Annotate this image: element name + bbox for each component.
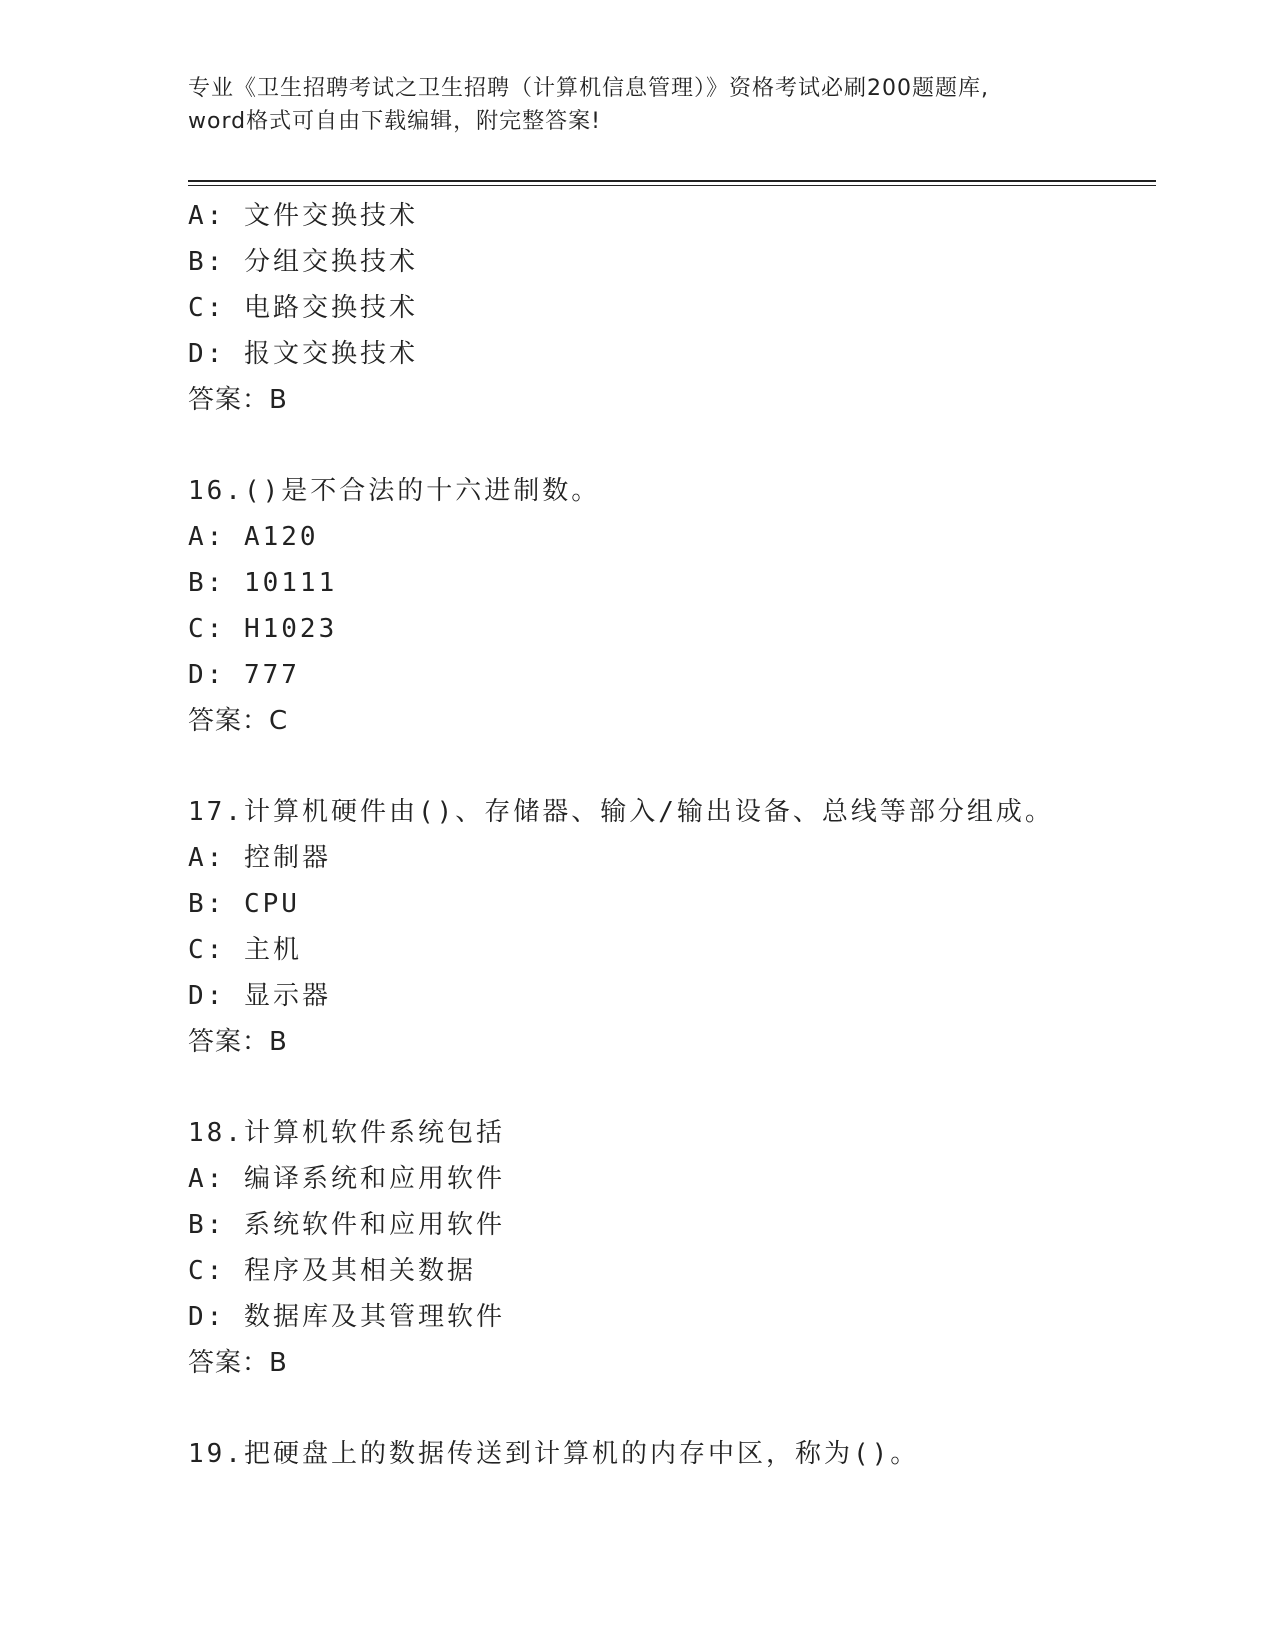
option-d: D: 显示器 [188,981,331,1011]
header-line-1: 专业《卫生招聘考试之卫生招聘（计算机信息管理）》资格考试必刷200题题库, [188,76,989,101]
option-d: D: 777 [188,660,300,690]
question-stem: 16.()是不合法的十六进制数。 [188,476,601,506]
question-stem: 19.把硬盘上的数据传送到计算机的内存中区，称为()。 [188,1439,920,1469]
answer: 答案：C [188,706,289,736]
header-divider-thin [188,185,1156,186]
option-d: D: 数据库及其管理软件 [188,1302,505,1332]
question-19 [188,1431,1156,1477]
option-d: D: 报文交换技术 [188,339,418,369]
question-15 [188,193,1156,423]
answer: 答案：B [188,1348,288,1378]
option-c: C: 程序及其相关数据 [188,1256,476,1286]
question-18 [188,1110,1156,1386]
option-a: A: 编译系统和应用软件 [188,1164,505,1194]
question-list [188,193,1156,1477]
option-b: B: CPU [188,889,300,919]
option-b: B: 10111 [188,568,338,598]
header-divider [188,180,1156,182]
option-a: A: A120 [188,522,319,552]
question-16 [188,468,1156,744]
option-a: A: 文件交换技术 [188,201,418,231]
option-b: B: 分组交换技术 [188,247,418,277]
answer: 答案：B [188,1027,288,1057]
option-c: C: 主机 [188,935,302,965]
option-c: C: H1023 [188,614,338,644]
document-header [188,72,1088,138]
question-17 [188,789,1156,1065]
question-stem: 17.计算机硬件由()、存储器、输入/输出设备、总线等部分组成。 [188,797,1054,827]
question-stem: 18.计算机软件系统包括 [188,1118,505,1148]
option-b: B: 系统软件和应用软件 [188,1210,505,1240]
header-line-2: word格式可自由下载编辑，附完整答案! [188,109,601,134]
option-c: C: 电路交换技术 [188,293,418,323]
answer: 答案：B [188,385,288,415]
option-a: A: 控制器 [188,843,331,873]
